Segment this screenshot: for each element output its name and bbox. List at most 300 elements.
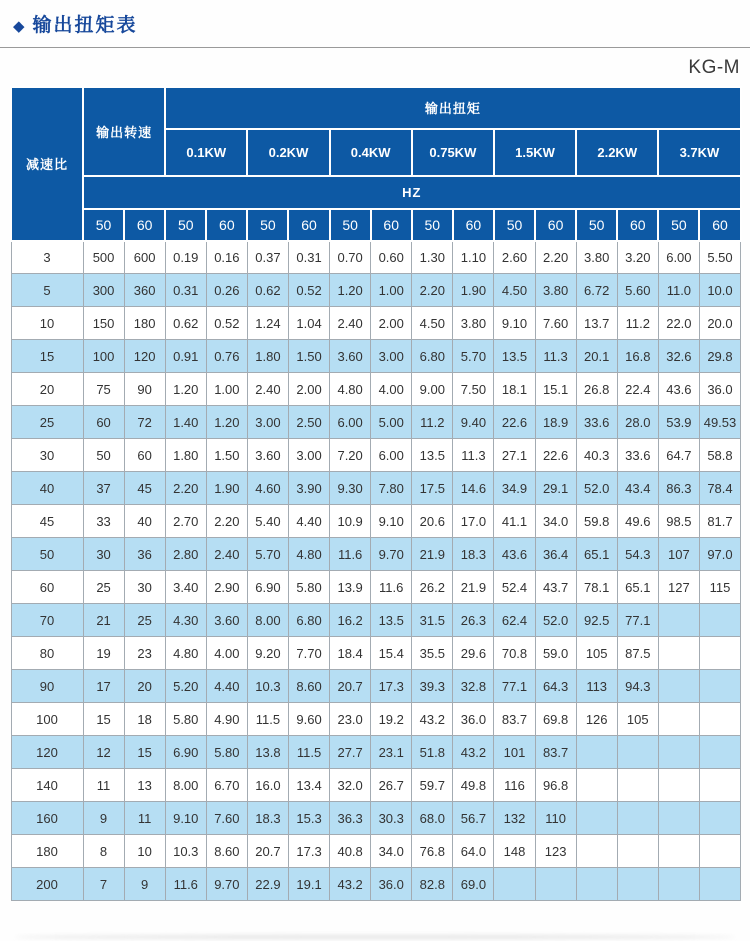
torque-cell: 6.90 (165, 736, 206, 769)
torque-cell: 11.0 (658, 274, 699, 307)
torque-cell: 13.5 (371, 604, 412, 637)
torque-cell: 2.00 (371, 307, 412, 340)
torque-cell: 116 (494, 769, 535, 802)
torque-cell: 4.00 (371, 373, 412, 406)
torque-cell: 127 (658, 571, 699, 604)
torque-cell: 64.7 (658, 439, 699, 472)
torque-cell: 64.0 (453, 835, 494, 868)
torque-cell: 53.9 (658, 406, 699, 439)
col-header-kw: 0.75KW (412, 129, 494, 176)
speed-cell: 360 (124, 274, 165, 307)
speed-cell: 23 (124, 637, 165, 670)
col-header-hz-value: 60 (617, 209, 658, 241)
torque-cell (576, 769, 617, 802)
torque-cell: 81.7 (699, 505, 740, 538)
torque-cell (699, 637, 740, 670)
torque-cell: 9.20 (247, 637, 288, 670)
torque-cell: 148 (494, 835, 535, 868)
torque-cell: 0.91 (165, 340, 206, 373)
torque-cell: 35.5 (412, 637, 453, 670)
table-row (11, 307, 741, 340)
torque-cell: 2.20 (535, 241, 576, 274)
torque-cell: 11.6 (330, 538, 371, 571)
torque-cell: 83.7 (494, 703, 535, 736)
col-header-hz-value: 60 (206, 209, 247, 241)
header-row-hz-values (11, 209, 741, 241)
table-body (11, 241, 741, 901)
torque-cell: 0.60 (371, 241, 412, 274)
ratio-cell: 10 (11, 307, 83, 340)
torque-cell (617, 868, 658, 901)
torque-cell: 22.6 (535, 439, 576, 472)
torque-cell: 77.1 (494, 670, 535, 703)
table-row (11, 670, 741, 703)
torque-cell: 4.50 (494, 274, 535, 307)
unit-label: KG-M (688, 56, 740, 78)
torque-cell: 4.80 (165, 637, 206, 670)
col-header-hz-value: 60 (535, 209, 576, 241)
torque-cell: 31.5 (412, 604, 453, 637)
torque-cell: 20.7 (330, 670, 371, 703)
torque-cell: 1.00 (371, 274, 412, 307)
torque-cell: 18.3 (247, 802, 288, 835)
torque-cell (658, 670, 699, 703)
header-row-hz (11, 176, 741, 209)
torque-cell: 3.80 (453, 307, 494, 340)
speed-cell: 12 (83, 736, 124, 769)
torque-cell (576, 736, 617, 769)
torque-cell: 101 (494, 736, 535, 769)
table-row (11, 538, 741, 571)
torque-cell: 59.8 (576, 505, 617, 538)
torque-cell: 2.70 (165, 505, 206, 538)
torque-cell: 29.8 (699, 340, 740, 373)
torque-cell: 34.0 (371, 835, 412, 868)
torque-cell: 52.4 (494, 571, 535, 604)
torque-cell: 2.20 (412, 274, 453, 307)
torque-cell: 87.5 (617, 637, 658, 670)
torque-cell: 26.2 (412, 571, 453, 604)
torque-cell: 22.0 (658, 307, 699, 340)
torque-cell: 34.0 (535, 505, 576, 538)
torque-cell: 0.76 (206, 340, 247, 373)
torque-cell: 36.3 (330, 802, 371, 835)
torque-cell: 0.31 (288, 241, 329, 274)
torque-cell: 1.40 (165, 406, 206, 439)
torque-cell: 4.80 (288, 538, 329, 571)
torque-cell: 6.80 (412, 340, 453, 373)
table-row (11, 241, 741, 274)
torque-cell: 26.3 (453, 604, 494, 637)
torque-cell: 9.10 (494, 307, 535, 340)
col-header-hz-value: 60 (124, 209, 165, 241)
torque-cell: 68.0 (412, 802, 453, 835)
torque-cell: 86.3 (658, 472, 699, 505)
torque-cell: 3.20 (617, 241, 658, 274)
col-header-hz-value: 50 (247, 209, 288, 241)
torque-cell: 11.3 (453, 439, 494, 472)
torque-cell: 0.19 (165, 241, 206, 274)
table-row (11, 802, 741, 835)
table-row (11, 439, 741, 472)
torque-cell: 52.0 (535, 604, 576, 637)
speed-cell: 60 (83, 406, 124, 439)
table-row (11, 604, 741, 637)
torque-cell: 2.40 (206, 538, 247, 571)
speed-cell: 20 (124, 670, 165, 703)
torque-cell: 2.90 (206, 571, 247, 604)
torque-cell: 34.9 (494, 472, 535, 505)
torque-cell: 0.52 (288, 274, 329, 307)
torque-cell: 2.60 (494, 241, 535, 274)
torque-cell: 43.4 (617, 472, 658, 505)
torque-cell: 5.80 (165, 703, 206, 736)
torque-cell: 15.1 (535, 373, 576, 406)
torque-cell: 9.10 (165, 802, 206, 835)
torque-cell: 11.5 (247, 703, 288, 736)
torque-cell: 69.8 (535, 703, 576, 736)
col-header-kw: 2.2KW (576, 129, 658, 176)
torque-cell: 21.9 (412, 538, 453, 571)
torque-cell: 32.6 (658, 340, 699, 373)
torque-cell: 29.1 (535, 472, 576, 505)
torque-cell: 70.8 (494, 637, 535, 670)
torque-cell: 8.60 (288, 670, 329, 703)
torque-cell: 36.0 (699, 373, 740, 406)
ratio-cell: 90 (11, 670, 83, 703)
torque-cell: 1.00 (206, 373, 247, 406)
torque-cell: 83.7 (535, 736, 576, 769)
torque-cell: 77.1 (617, 604, 658, 637)
ratio-cell: 180 (11, 835, 83, 868)
torque-cell: 40.3 (576, 439, 617, 472)
torque-cell: 4.40 (206, 670, 247, 703)
torque-cell: 5.60 (617, 274, 658, 307)
speed-cell: 30 (124, 571, 165, 604)
torque-cell: 1.20 (330, 274, 371, 307)
speed-cell: 500 (83, 241, 124, 274)
torque-cell: 105 (617, 703, 658, 736)
torque-cell: 2.40 (330, 307, 371, 340)
torque-cell: 17.3 (371, 670, 412, 703)
torque-cell: 41.1 (494, 505, 535, 538)
torque-cell: 3.00 (288, 439, 329, 472)
torque-cell: 23.0 (330, 703, 371, 736)
ratio-cell: 50 (11, 538, 83, 571)
torque-cell: 0.52 (206, 307, 247, 340)
torque-cell: 4.60 (247, 472, 288, 505)
torque-cell: 76.8 (412, 835, 453, 868)
torque-cell: 15.4 (371, 637, 412, 670)
torque-cell: 11.6 (371, 571, 412, 604)
page-title: 输出扭矩表 (32, 15, 138, 36)
torque-cell: 32.0 (330, 769, 371, 802)
torque-cell: 5.40 (247, 505, 288, 538)
torque-cell: 123 (535, 835, 576, 868)
torque-cell: 0.62 (165, 307, 206, 340)
torque-cell: 21.9 (453, 571, 494, 604)
torque-cell: 59.0 (535, 637, 576, 670)
torque-cell: 0.37 (247, 241, 288, 274)
torque-cell (658, 736, 699, 769)
torque-cell: 11.5 (288, 736, 329, 769)
torque-cell (699, 769, 740, 802)
speed-cell: 45 (124, 472, 165, 505)
col-header-hz-value: 60 (288, 209, 329, 241)
torque-cell: 10.9 (330, 505, 371, 538)
speed-cell: 75 (83, 373, 124, 406)
torque-cell: 10.3 (165, 835, 206, 868)
torque-cell: 9.70 (371, 538, 412, 571)
speed-cell: 600 (124, 241, 165, 274)
torque-cell: 17.5 (412, 472, 453, 505)
speed-cell: 21 (83, 604, 124, 637)
torque-cell: 13.4 (288, 769, 329, 802)
torque-cell: 16.2 (330, 604, 371, 637)
torque-cell: 49.6 (617, 505, 658, 538)
torque-cell: 1.90 (453, 274, 494, 307)
torque-cell: 11.3 (535, 340, 576, 373)
torque-cell: 4.80 (330, 373, 371, 406)
torque-cell: 51.8 (412, 736, 453, 769)
torque-cell: 20.6 (412, 505, 453, 538)
torque-cell: 43.7 (535, 571, 576, 604)
col-header-hz-value: 50 (494, 209, 535, 241)
torque-cell: 36.0 (371, 868, 412, 901)
col-header-output-speed: 输出转速 (83, 87, 165, 176)
torque-cell: 13.5 (412, 439, 453, 472)
torque-cell (658, 835, 699, 868)
torque-cell: 22.9 (247, 868, 288, 901)
torque-cell: 11.6 (165, 868, 206, 901)
torque-cell: 7.50 (453, 373, 494, 406)
speed-cell: 37 (83, 472, 124, 505)
torque-cell: 0.62 (247, 274, 288, 307)
torque-cell (658, 802, 699, 835)
torque-cell: 59.7 (412, 769, 453, 802)
torque-cell: 30.3 (371, 802, 412, 835)
ratio-cell: 100 (11, 703, 83, 736)
torque-cell: 22.6 (494, 406, 535, 439)
torque-cell: 8.00 (165, 769, 206, 802)
torque-cell: 9.70 (206, 868, 247, 901)
speed-cell: 10 (124, 835, 165, 868)
col-header-kw: 0.4KW (330, 129, 412, 176)
torque-cell: 28.0 (617, 406, 658, 439)
torque-cell: 8.00 (247, 604, 288, 637)
speed-cell: 300 (83, 274, 124, 307)
ratio-cell: 3 (11, 241, 83, 274)
torque-cell: 9.30 (330, 472, 371, 505)
torque-cell (576, 835, 617, 868)
torque-cell: 62.4 (494, 604, 535, 637)
torque-cell (658, 868, 699, 901)
ratio-cell: 60 (11, 571, 83, 604)
torque-cell: 5.70 (247, 538, 288, 571)
col-header-hz-value: 50 (83, 209, 124, 241)
torque-cell: 2.40 (247, 373, 288, 406)
col-header-hz-value: 60 (699, 209, 740, 241)
torque-cell: 7.60 (206, 802, 247, 835)
torque-cell: 13.9 (330, 571, 371, 604)
torque-cell: 2.20 (206, 505, 247, 538)
col-header-output-torque: 输出扭矩 (165, 87, 740, 129)
table-header (11, 87, 741, 241)
speed-cell: 100 (83, 340, 124, 373)
torque-cell: 3.90 (288, 472, 329, 505)
torque-cell: 18.3 (453, 538, 494, 571)
speed-cell: 19 (83, 637, 124, 670)
torque-cell: 7.70 (288, 637, 329, 670)
torque-cell: 1.50 (288, 340, 329, 373)
ratio-cell: 80 (11, 637, 83, 670)
torque-cell: 33.6 (617, 439, 658, 472)
torque-cell (658, 769, 699, 802)
col-header-hz-value: 60 (371, 209, 412, 241)
torque-cell (699, 703, 740, 736)
torque-cell (658, 703, 699, 736)
torque-cell: 19.2 (371, 703, 412, 736)
torque-cell: 20.1 (576, 340, 617, 373)
torque-cell: 6.80 (288, 604, 329, 637)
torque-cell: 43.6 (494, 538, 535, 571)
torque-cell: 3.60 (206, 604, 247, 637)
torque-cell: 11.2 (412, 406, 453, 439)
torque-cell: 23.1 (371, 736, 412, 769)
table-row (11, 472, 741, 505)
speed-cell: 17 (83, 670, 124, 703)
torque-cell: 13.5 (494, 340, 535, 373)
torque-cell: 7.60 (535, 307, 576, 340)
col-header-kw: 1.5KW (494, 129, 576, 176)
speed-cell: 36 (124, 538, 165, 571)
torque-cell: 33.6 (576, 406, 617, 439)
torque-cell: 107 (658, 538, 699, 571)
torque-cell: 49.53 (699, 406, 740, 439)
torque-cell: 5.50 (699, 241, 740, 274)
torque-cell: 5.00 (371, 406, 412, 439)
torque-cell: 2.20 (165, 472, 206, 505)
torque-cell: 36.0 (453, 703, 494, 736)
col-header-hz-value: 50 (330, 209, 371, 241)
torque-cell (617, 769, 658, 802)
ratio-cell: 20 (11, 373, 83, 406)
torque-cell (617, 802, 658, 835)
output-torque-table (10, 86, 742, 902)
torque-cell: 0.16 (206, 241, 247, 274)
torque-cell: 1.90 (206, 472, 247, 505)
torque-cell: 92.5 (576, 604, 617, 637)
header-row-torque (11, 87, 741, 129)
ratio-cell: 40 (11, 472, 83, 505)
torque-cell: 16.8 (617, 340, 658, 373)
torque-cell: 2.80 (165, 538, 206, 571)
torque-cell: 17.3 (288, 835, 329, 868)
torque-cell (658, 637, 699, 670)
torque-cell (699, 604, 740, 637)
torque-cell: 0.70 (330, 241, 371, 274)
torque-cell: 40.8 (330, 835, 371, 868)
speed-cell: 60 (124, 439, 165, 472)
torque-cell: 20.0 (699, 307, 740, 340)
torque-cell (699, 835, 740, 868)
torque-cell: 10.0 (699, 274, 740, 307)
unit-row (0, 48, 750, 79)
torque-cell: 69.0 (453, 868, 494, 901)
torque-cell (535, 868, 576, 901)
torque-cell: 4.30 (165, 604, 206, 637)
torque-cell (699, 802, 740, 835)
col-header-kw: 3.7KW (658, 129, 740, 176)
col-header-hz-value: 50 (658, 209, 699, 241)
torque-cell (699, 670, 740, 703)
ratio-cell: 200 (11, 868, 83, 901)
torque-cell: 5.70 (453, 340, 494, 373)
page-bottom-shadow (15, 935, 735, 939)
table-row (11, 769, 741, 802)
torque-cell: 6.00 (658, 241, 699, 274)
diamond-bullet-icon: ◆ (13, 17, 25, 35)
speed-cell: 18 (124, 703, 165, 736)
torque-cell: 1.80 (165, 439, 206, 472)
torque-cell: 97.0 (699, 538, 740, 571)
torque-cell: 16.0 (247, 769, 288, 802)
speed-cell: 40 (124, 505, 165, 538)
torque-cell: 78.4 (699, 472, 740, 505)
torque-cell: 4.40 (288, 505, 329, 538)
torque-cell: 1.20 (165, 373, 206, 406)
torque-cell: 1.04 (288, 307, 329, 340)
table-row (11, 274, 741, 307)
torque-cell: 6.00 (330, 406, 371, 439)
torque-cell: 49.8 (453, 769, 494, 802)
speed-cell: 25 (83, 571, 124, 604)
torque-cell: 6.90 (247, 571, 288, 604)
col-header-hz-value: 60 (453, 209, 494, 241)
torque-cell: 1.80 (247, 340, 288, 373)
speed-cell: 15 (124, 736, 165, 769)
torque-cell: 4.90 (206, 703, 247, 736)
torque-cell: 43.2 (453, 736, 494, 769)
torque-cell: 19.1 (288, 868, 329, 901)
torque-cell: 7.80 (371, 472, 412, 505)
torque-cell: 54.3 (617, 538, 658, 571)
table-row (11, 835, 741, 868)
torque-cell: 27.1 (494, 439, 535, 472)
torque-cell: 20.7 (247, 835, 288, 868)
torque-cell: 8.60 (206, 835, 247, 868)
speed-cell: 15 (83, 703, 124, 736)
speed-cell: 33 (83, 505, 124, 538)
torque-cell: 58.8 (699, 439, 740, 472)
torque-cell: 5.20 (165, 670, 206, 703)
torque-cell (699, 868, 740, 901)
speed-cell: 50 (83, 439, 124, 472)
torque-cell: 0.31 (165, 274, 206, 307)
speed-cell: 7 (83, 868, 124, 901)
torque-cell: 27.7 (330, 736, 371, 769)
torque-cell: 43.2 (412, 703, 453, 736)
torque-cell: 9.40 (453, 406, 494, 439)
torque-cell: 2.50 (288, 406, 329, 439)
torque-cell: 3.40 (165, 571, 206, 604)
torque-cell: 15.3 (288, 802, 329, 835)
torque-cell: 7.20 (330, 439, 371, 472)
torque-cell: 32.8 (453, 670, 494, 703)
speed-cell: 72 (124, 406, 165, 439)
torque-cell: 113 (576, 670, 617, 703)
speed-cell: 13 (124, 769, 165, 802)
